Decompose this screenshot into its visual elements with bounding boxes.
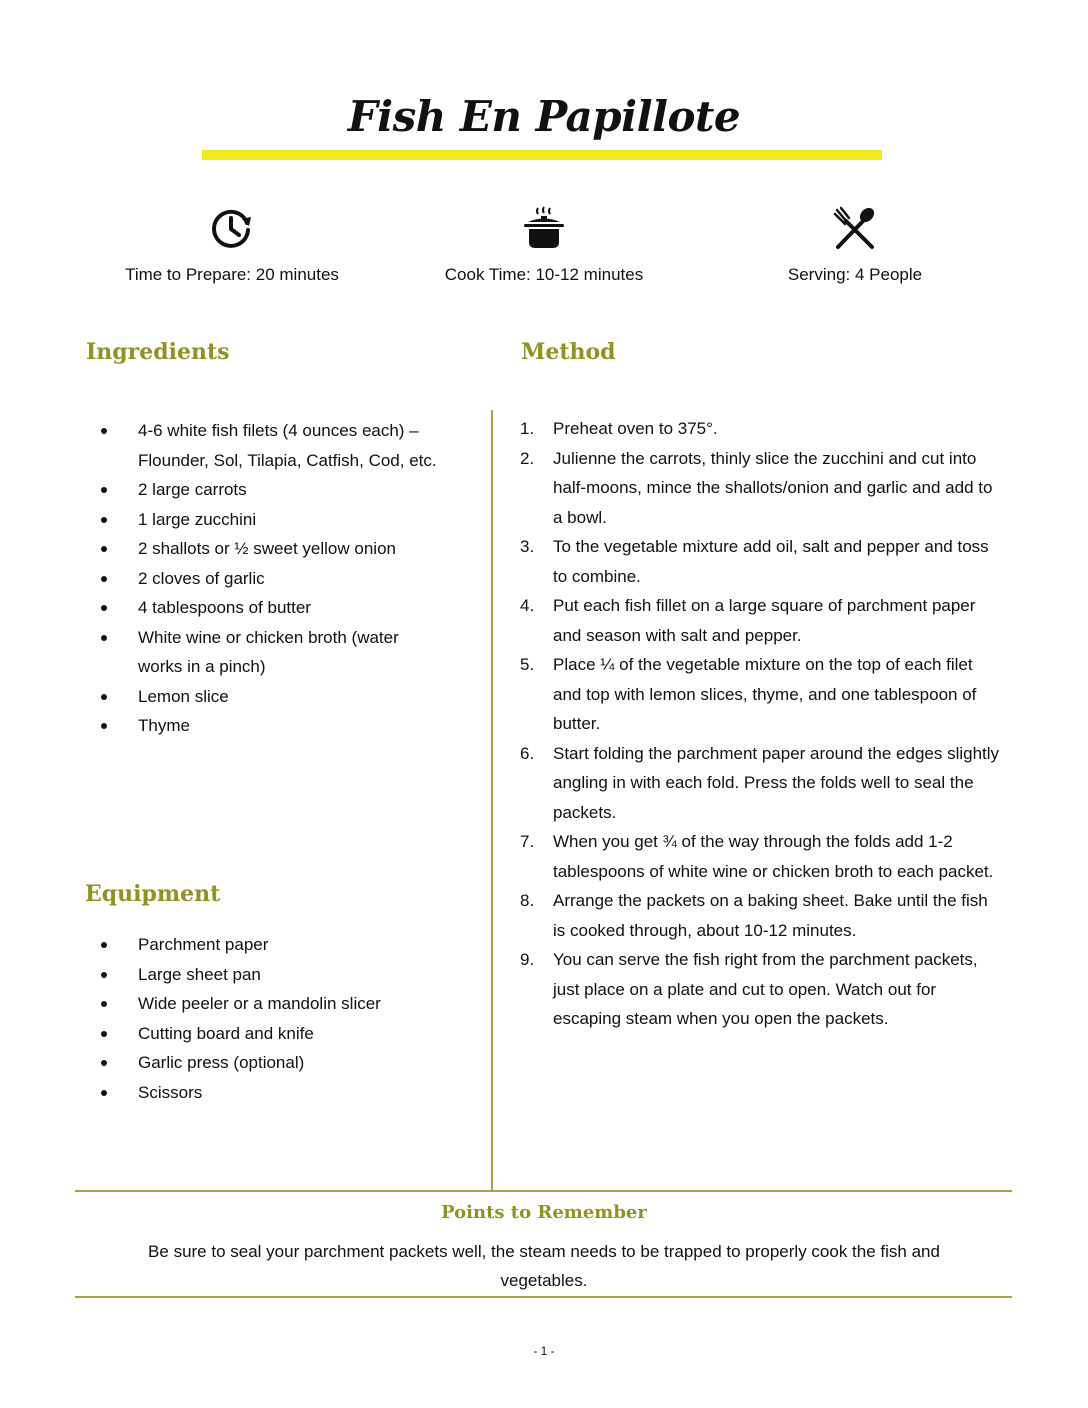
list-item: Lemon slice xyxy=(100,682,440,712)
step-number: 9. xyxy=(520,950,535,969)
list-item: Cutting board and knife xyxy=(100,1019,440,1049)
list-item: White wine or chicken broth (water works in a pinch) xyxy=(100,623,440,682)
equipment-heading: Equipment xyxy=(85,881,221,907)
utensils-icon xyxy=(832,205,878,251)
step-text: When you get ¾ of the way through the folds add 1-2 tablespoons of white wine or chicken broth to each packet. xyxy=(553,832,994,881)
step-text: To the vegetable mixture add oil, salt and pepper and toss to combine. xyxy=(553,537,989,586)
list-item: 2 shallots or ½ sweet yellow onion xyxy=(100,534,440,564)
step-number: 8. xyxy=(520,891,535,910)
step-number: 1. xyxy=(520,419,535,438)
step-text: You can serve the fish right from the parchment packets, just place on a plate and cut to open. Watch out for escaping steam when you open the packets. xyxy=(553,950,978,1028)
step-number: 2. xyxy=(520,448,535,468)
page-number: - 1 - xyxy=(533,1344,555,1358)
method-step xyxy=(520,591,1002,650)
step-text: Arrange the packets on a baking sheet. Bake until the fish is cooked through, about 10-12 minutes. xyxy=(553,891,988,940)
step-number: 3. xyxy=(520,537,535,556)
stat-cook-label: Cook Time: 10-12 minutes xyxy=(444,265,644,284)
method-step xyxy=(520,886,1002,945)
step-number: 5. xyxy=(520,655,535,674)
method-step xyxy=(520,650,1002,739)
title-underline xyxy=(202,150,882,160)
list-item: 1 large zucchini xyxy=(100,505,440,535)
method-step xyxy=(520,532,1002,591)
stat-prep-time xyxy=(82,205,382,285)
list-item: 2 large carrots xyxy=(100,475,440,505)
points-top-divider xyxy=(75,1190,1012,1192)
stat-serving-label: Serving: 4 People xyxy=(787,265,923,284)
points-heading: Points to Remember xyxy=(441,1202,647,1223)
step-text: Start folding the parchment paper around the edges slightly angling in with each fold. Press the folds well to seal the packets. xyxy=(553,743,1000,822)
list-item: Scissors xyxy=(100,1078,440,1108)
method-step xyxy=(520,945,1002,1034)
step-text: Preheat oven to 375°. xyxy=(553,419,718,438)
recipe-title: Fish En Papillote xyxy=(347,92,741,141)
list-item: Wide peeler or a mandolin slicer xyxy=(100,989,440,1019)
points-text: Be sure to seal your parchment packets well, the steam needs to be trapped to properly cook the fish and vegetables. xyxy=(148,1242,940,1290)
step-number: 4. xyxy=(520,596,535,615)
method-step xyxy=(520,739,1002,828)
clock-icon xyxy=(209,205,255,251)
step-number: 7. xyxy=(520,832,535,851)
equipment-list xyxy=(100,930,440,1107)
stat-prep-label: Time to Prepare: 20 minutes xyxy=(125,265,339,284)
column-divider xyxy=(491,410,493,1190)
stat-serving xyxy=(705,205,1005,285)
method-steps xyxy=(520,414,1002,1034)
ingredients-heading: Ingredients xyxy=(86,339,230,365)
list-item: Large sheet pan xyxy=(100,960,440,990)
method-step xyxy=(520,827,1002,886)
step-text: Julienne the carrots, thinly slice the zucchini and cut into half-moons, mince the shallots/onion and garlic and add to a bowl. xyxy=(553,448,993,527)
list-item: 2 cloves of garlic xyxy=(100,564,440,594)
stat-cook-time xyxy=(394,205,694,285)
step-number: 6. xyxy=(520,743,535,763)
list-item: Garlic press (optional) xyxy=(100,1048,440,1078)
step-text: Place ¼ of the vegetable mixture on the top of each filet and top with lemon slices, thyme, and one tablespoon of butter. xyxy=(553,655,977,733)
method-heading: Method xyxy=(521,339,616,365)
list-item: 4 tablespoons of butter xyxy=(100,593,440,623)
list-item: 4-6 white fish filets (4 ounces each) – Flounder, Sol, Tilapia, Catfish, Cod, etc. xyxy=(100,416,440,475)
ingredients-list xyxy=(100,416,440,741)
list-item: Thyme xyxy=(100,711,440,741)
cooking-pot-icon xyxy=(521,205,567,251)
method-step xyxy=(520,444,1002,533)
method-step xyxy=(520,414,1002,444)
step-text: Put each fish fillet on a large square of parchment paper and season with salt and pepper. xyxy=(553,596,976,645)
list-item: Parchment paper xyxy=(100,930,440,960)
points-bottom-divider xyxy=(75,1296,1012,1298)
